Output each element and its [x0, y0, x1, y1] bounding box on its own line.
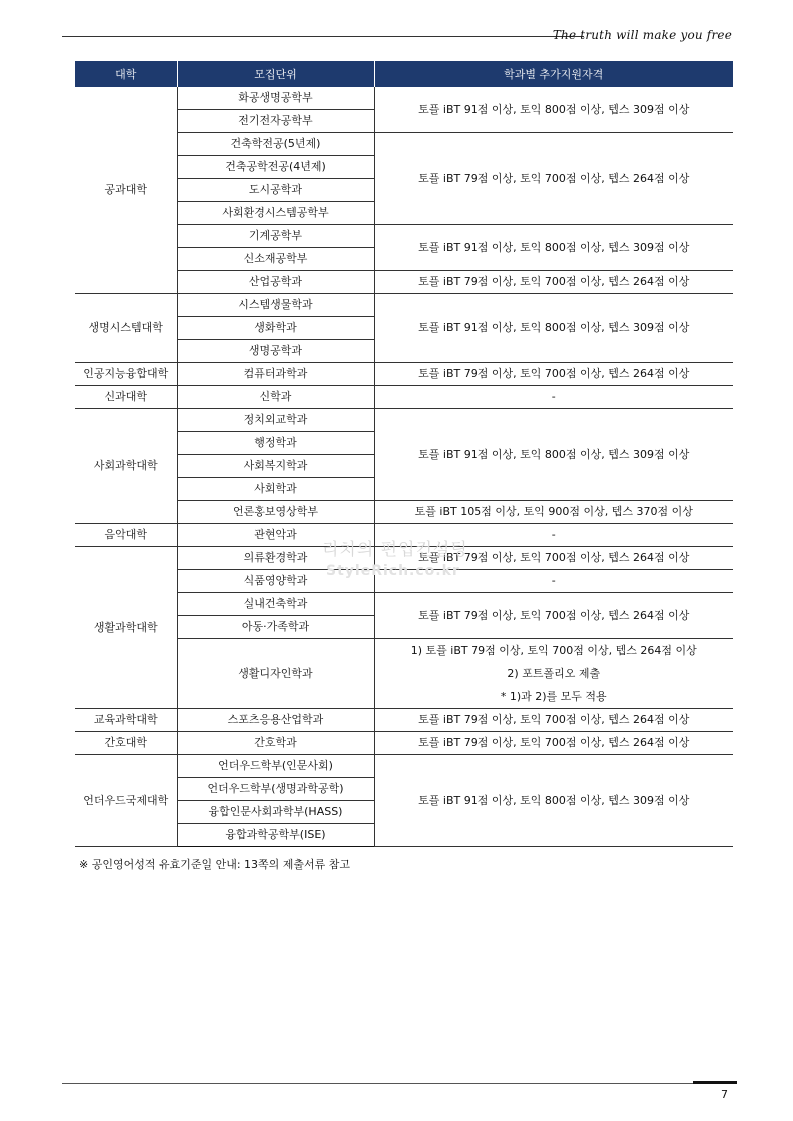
college-cell: 인공지능융합대학: [75, 363, 177, 386]
requirement-cell: 토플 iBT 91점 이상, 토익 800점 이상, 텝스 309점 이상: [374, 294, 733, 363]
requirement-cell: -: [374, 524, 733, 547]
college-cell: 사회과학대학: [75, 409, 177, 524]
unit-cell: 전기전자공학부: [177, 110, 374, 133]
unit-cell: 사회학과: [177, 478, 374, 501]
header-college: 대학: [75, 61, 177, 87]
unit-cell: 아동·가족학과: [177, 616, 374, 639]
unit-cell: 언더우드학부(생명과학공학): [177, 778, 374, 801]
unit-cell: 산업공학과: [177, 271, 374, 294]
college-cell: 생명시스템대학: [75, 294, 177, 363]
unit-cell: 간호학과: [177, 732, 374, 755]
college-cell: 음악대학: [75, 524, 177, 547]
table-row: [75, 709, 733, 732]
header-rule: [62, 36, 584, 37]
college-cell: 생활과학대학: [75, 547, 177, 709]
table-header-row: [75, 61, 733, 87]
page-number: 7: [721, 1088, 728, 1101]
footnote: ※ 공인영어성적 유효기준일 안내: 13쪽의 제출서류 참고: [79, 858, 351, 871]
footer-accent-bar: [693, 1081, 737, 1084]
unit-cell: 생명공학과: [177, 340, 374, 363]
college-cell: 신과대학: [75, 386, 177, 409]
requirement-cell: 토플 iBT 105점 이상, 토익 900점 이상, 텝스 370점 이상: [374, 501, 733, 524]
header-motto: The truth will make you free: [552, 28, 732, 42]
unit-cell: 건축공학전공(4년제): [177, 156, 374, 179]
unit-cell: 사회복지학과: [177, 455, 374, 478]
unit-cell: 행정학과: [177, 432, 374, 455]
requirement-cell: 토플 iBT 91점 이상, 토익 800점 이상, 텝스 309점 이상: [374, 409, 733, 501]
unit-cell: 화공생명공학부: [177, 87, 374, 110]
unit-cell: 신학과: [177, 386, 374, 409]
requirement-line: 1) 토플 iBT 79점 이상, 토익 700점 이상, 텝스 264점 이상: [410, 644, 697, 657]
table-row: [75, 294, 733, 317]
unit-cell: 기계공학부: [177, 225, 374, 248]
requirement-cell: 토플 iBT 79점 이상, 토익 700점 이상, 텝스 264점 이상: [374, 593, 733, 639]
requirement-cell: 토플 iBT 79점 이상, 토익 700점 이상, 텝스 264점 이상: [374, 363, 733, 386]
table-row: [75, 755, 733, 778]
table-body: [75, 87, 733, 847]
unit-cell: 스포츠응용산업학과: [177, 709, 374, 732]
requirement-cell: 토플 iBT 79점 이상, 토익 700점 이상, 텝스 264점 이상: [374, 133, 733, 225]
requirement-cell: 토플 iBT 91점 이상, 토익 800점 이상, 텝스 309점 이상: [374, 87, 733, 133]
unit-cell: 정치외교학과: [177, 409, 374, 432]
unit-cell: 언론홍보영상학부: [177, 501, 374, 524]
unit-cell: 사회환경시스템공학부: [177, 202, 374, 225]
header-unit: 모집단위: [177, 61, 374, 87]
requirement-cell: 토플 iBT 91점 이상, 토익 800점 이상, 텝스 309점 이상: [374, 225, 733, 271]
college-cell: 언더우드국제대학: [75, 755, 177, 847]
table-row: [75, 409, 733, 432]
college-cell: 교육과학대학: [75, 709, 177, 732]
requirement-cell: 토플 iBT 91점 이상, 토익 800점 이상, 텝스 309점 이상: [374, 755, 733, 847]
requirement-cell: 토플 iBT 79점 이상, 토익 700점 이상, 텝스 264점 이상: [374, 547, 733, 570]
unit-cell: 신소재공학부: [177, 248, 374, 271]
unit-cell: 도시공학과: [177, 179, 374, 202]
admission-table: [75, 61, 733, 847]
college-cell: 공과대학: [75, 87, 177, 294]
unit-cell: 생활디자인학과: [177, 639, 374, 709]
watermark-url: StyleRich.co.kr: [326, 563, 460, 579]
table-row: [75, 732, 733, 755]
unit-cell: 식품영양학과: [177, 570, 374, 593]
unit-cell: 생화학과: [177, 317, 374, 340]
table-row: [75, 386, 733, 409]
table-row: [75, 87, 733, 110]
unit-cell: 컴퓨터과학과: [177, 363, 374, 386]
footer-rule: [62, 1083, 737, 1084]
unit-cell: 의류환경학과: [177, 547, 374, 570]
unit-cell: 언더우드학부(인문사회): [177, 755, 374, 778]
table-row: [75, 363, 733, 386]
unit-cell: 건축학전공(5년제): [177, 133, 374, 156]
college-cell: 간호대학: [75, 732, 177, 755]
requirement-cell: 토플 iBT 79점 이상, 토익 700점 이상, 텝스 264점 이상: [374, 732, 733, 755]
requirement-line: 2) 포트폴리오 제출: [507, 667, 601, 680]
requirement-cell: -: [374, 570, 733, 593]
watermark-text: 리치의 편입컨설팅: [322, 540, 468, 560]
unit-cell: 융합과학공학부(ISE): [177, 824, 374, 847]
header-requirement: 학과별 추가지원자격: [374, 61, 733, 87]
unit-cell: 융합인문사회과학부(HASS): [177, 801, 374, 824]
requirement-cell: -: [374, 386, 733, 409]
unit-cell: 관현악과: [177, 524, 374, 547]
requirement-cell: [374, 639, 733, 709]
requirement-cell: 토플 iBT 79점 이상, 토익 700점 이상, 텝스 264점 이상: [374, 709, 733, 732]
requirement-cell: 토플 iBT 79점 이상, 토익 700점 이상, 텝스 264점 이상: [374, 271, 733, 294]
unit-cell: 실내건축학과: [177, 593, 374, 616]
requirement-line: * 1)과 2)를 모두 적용: [500, 690, 607, 703]
unit-cell: 시스템생물학과: [177, 294, 374, 317]
